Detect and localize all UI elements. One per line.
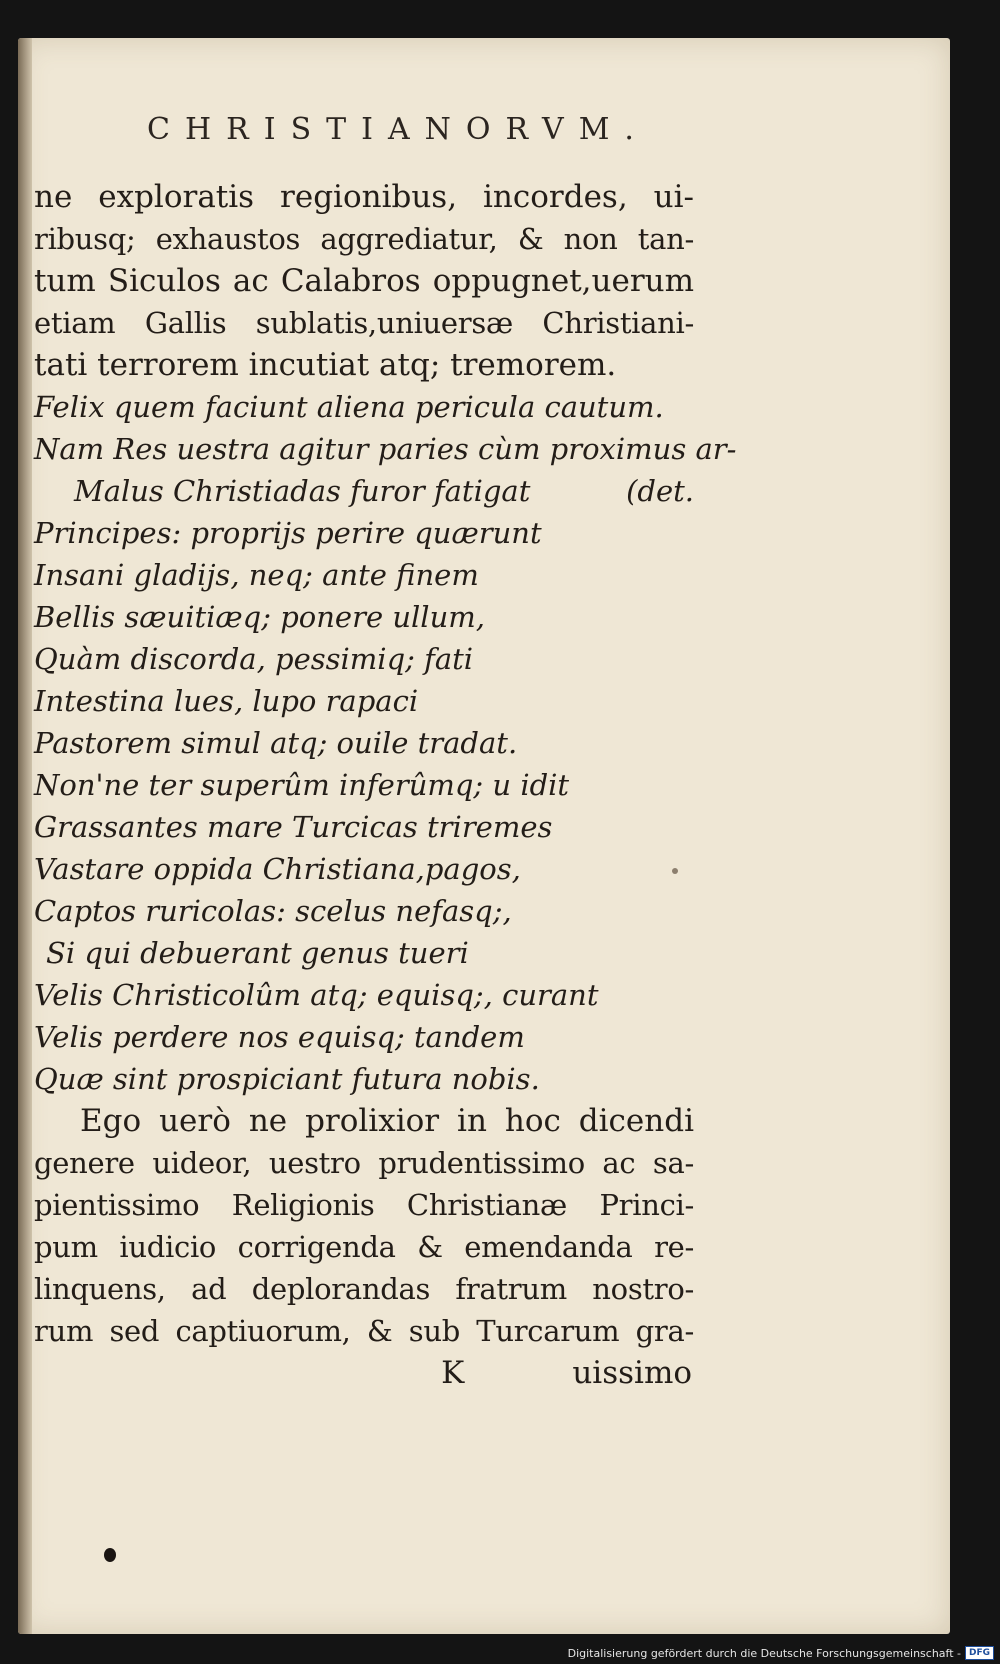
proverb-line: Nam Res uestra agitur paries cùm proximus ar- bbox=[34, 432, 737, 466]
ink-speck bbox=[672, 868, 678, 874]
book-page bbox=[18, 38, 950, 1634]
signature-row bbox=[34, 1352, 694, 1394]
verse-line: Vastare oppida Christiana,pagos, bbox=[34, 852, 521, 886]
verse-turnover: (det. bbox=[626, 474, 694, 508]
paragraph-line: rum sed captiuorum, & sub Turcarum gra- bbox=[34, 1314, 694, 1348]
paragraph-line: pum iudicio corrigenda & emendanda re- bbox=[34, 1230, 694, 1264]
verse-line: Quàm discorda, pessimiq; fati bbox=[34, 642, 474, 676]
verse-line-first bbox=[34, 470, 694, 512]
verse-line: Si qui debuerant genus tueri bbox=[46, 936, 469, 970]
verse-line: Non'ne ter superûm inferûmq; u idit bbox=[34, 768, 570, 802]
verse-line: Captos ruricolas: scelus nefasq;, bbox=[34, 894, 512, 928]
verse-line: Insani gladijs, neq; ante finem bbox=[34, 558, 479, 592]
dfg-logo-icon: DFG bbox=[965, 1646, 994, 1660]
verse-line: Velis Christicolûm atq; equisq;, curant bbox=[34, 978, 599, 1012]
verse-line: Pastorem simul atq; ouile tradat. bbox=[34, 726, 518, 760]
body-line: ribusq; exhaustos aggrediatur, & non tan- bbox=[34, 222, 694, 256]
catchword: uissimo bbox=[572, 1355, 692, 1391]
body-line: etiam Gallis sublatis,uniuersæ Christiani- bbox=[34, 306, 694, 340]
verse-line: Grassantes mare Turcicas triremes bbox=[34, 810, 553, 844]
footer-text: Digitalisierung gefördert durch die Deutsche Forschungsgemeinschaft - bbox=[567, 1646, 961, 1660]
verse-line: Quæ sint prospiciant futura nobis. bbox=[34, 1062, 540, 1096]
page-spine bbox=[18, 38, 32, 1634]
verse-line: Intestina lues, lupo rapaci bbox=[34, 684, 419, 718]
ink-dot bbox=[104, 1548, 116, 1562]
paragraph-line: Ego uerò ne prolixior in hoc dicendi bbox=[80, 1103, 694, 1139]
body-line: ne exploratis regionibus, incordes, ui- bbox=[34, 179, 694, 215]
paragraph-line: pientissimo Religionis Christianæ Princi- bbox=[34, 1188, 694, 1222]
paragraph-line: linquens, ad deplorandas fratrum nostro- bbox=[34, 1272, 694, 1306]
verse-line: Velis perdere nos equisq; tandem bbox=[34, 1020, 525, 1054]
paragraph-line: genere uideor, uestro prudentissimo ac sa- bbox=[34, 1146, 694, 1180]
verse-line: Bellis sæuitiæq; ponere ullum, bbox=[34, 600, 485, 634]
running-header: CHRISTIANORVM. bbox=[147, 112, 649, 147]
verse-line: Principes: proprijs perire quærunt bbox=[34, 516, 542, 550]
page-text bbox=[34, 176, 737, 1394]
digitization-footer bbox=[568, 1646, 994, 1660]
body-line: tati terrorem incutiat atq; tremorem. bbox=[34, 347, 617, 383]
verse-text: Malus Christiadas furor fatigat bbox=[74, 474, 531, 508]
signature-mark: K bbox=[441, 1355, 465, 1391]
proverb-line: Felix quem faciunt aliena pericula cautum. bbox=[34, 390, 664, 424]
body-line: tum Siculos ac Calabros oppugnet,uerum bbox=[34, 263, 694, 299]
